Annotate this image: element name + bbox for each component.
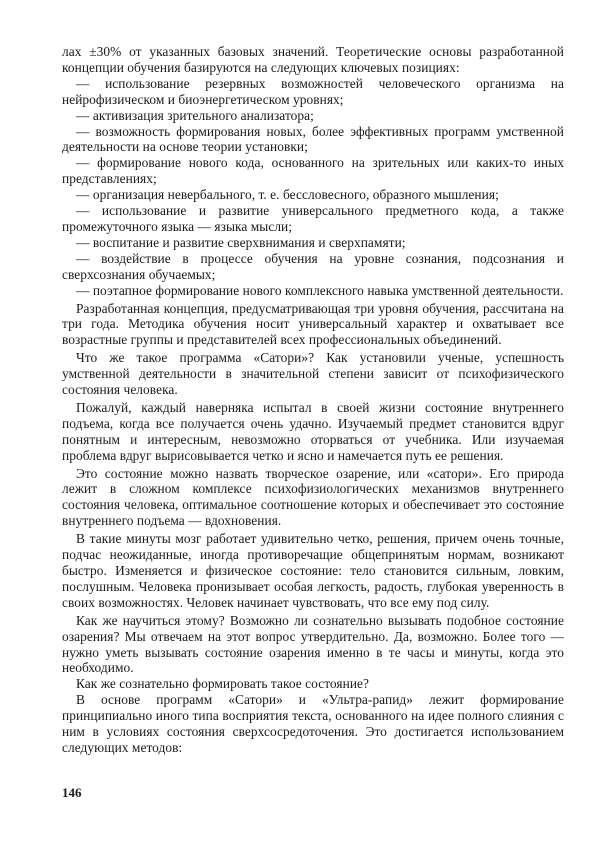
list-item: — активизация зрительного анализатора; — [76, 107, 314, 123]
page-number: 146 — [62, 785, 82, 800]
list-item: — использование и развитие универсального предметного кода, а также промежуточного языка — языка мысли; — [62, 203, 564, 234]
paragraph: В основе программ «Сатори» и «Ультра-рапид» лежит формирование принципиально иного типа восприятия текста, основанного на идее полного слияния с ним в условиях состояния сверхсосредоточения. Это достигается использованием следующих методов: — [62, 692, 564, 755]
list-item: — использование резервных возможностей человеческого организма на нейрофизическом и биоэнергетическом уровнях; — [62, 75, 564, 107]
paragraph: Как же сознательно формировать такое состояние? — [76, 676, 370, 692]
paragraph: В такие минуты мозг работает удивительно четко, решения, причем очень точные, подчас неожиданные, иногда противоречащие общепринятым нормам, возникают быстро. Изменяется и физическое состояние: тело становится сильным, ловким, послушным. Человека пронизывает особая легкость, радость, глубокая уверенность в своих возможностях. Человек начинает чувствовать, что все ему под силу. — [62, 531, 564, 610]
list-item: — организация невербального, т. е. бессловесного, образного мышления; — [76, 187, 499, 203]
list-item: — воспитание и развитие сверхвнимания и сверхпамяти; — [76, 234, 406, 250]
paragraph: Что же такое программа «Сатори»? Как установили ученые, успешность умственной деятельности в значительной степени зависит от психофизического состояния человека. — [62, 350, 564, 398]
list-item: — поэтапное формирование нового комплексного навыка умственной деятельности. — [76, 282, 564, 298]
list-item: — формирование нового кода, основанного на зрительных или каких-то иных представлениях; — [62, 155, 564, 187]
body-text — [62, 44, 564, 756]
paragraph: Разработанная концепция, предусматривающая три уровня обучения, рассчитана на три года. Методика обучения носит универсальный характер и охватывает все возрастные группы и представителей всех профессиональных объединений. — [62, 300, 564, 348]
paragraph: Как же научиться этому? Возможно ли сознательно вызывать подобное состояние озарения? Мы отвечаем на этот вопрос утвердительно. Да, возможно. Более того — нужно уметь вызывать состояние озарения именно в те часы и минуты, когда это необходимо. — [62, 612, 564, 676]
list-item: — возможность формирования новых, более эффективных программ умственной деятельности на основе теории установки; — [62, 123, 564, 155]
list-item: — воздействие в процессе обучения на уровне сознания, подсознания и сверхсознания обучаемых; — [62, 250, 564, 282]
paragraph: Пожалуй, каждый наверняка испытал в своей жизни состояние внутреннего подъема, когда все получается очень удачно. Изучаемый предмет становится вдруг понятным и интересным, невозможно оторваться от учебника. Или изучаемая проблема вдруг вырисовывается четко и ясно и намечается путь ее решения. — [62, 399, 564, 463]
paragraph: Это состояние можно назвать творческое озарение, или «сатори». Его природа лежит в сложном комплексе психофизиологических механизмов внутреннего состояния человека, оптимальное соотношение которых и обеспечивает это состояние внутреннего подъема — вдохновения. — [62, 465, 564, 529]
paragraph-intro: лах ±30% от указанных базовых значений. Теоретические основы разработанной концепции обучения базируются на следующих ключевых позициях: — [62, 44, 564, 75]
